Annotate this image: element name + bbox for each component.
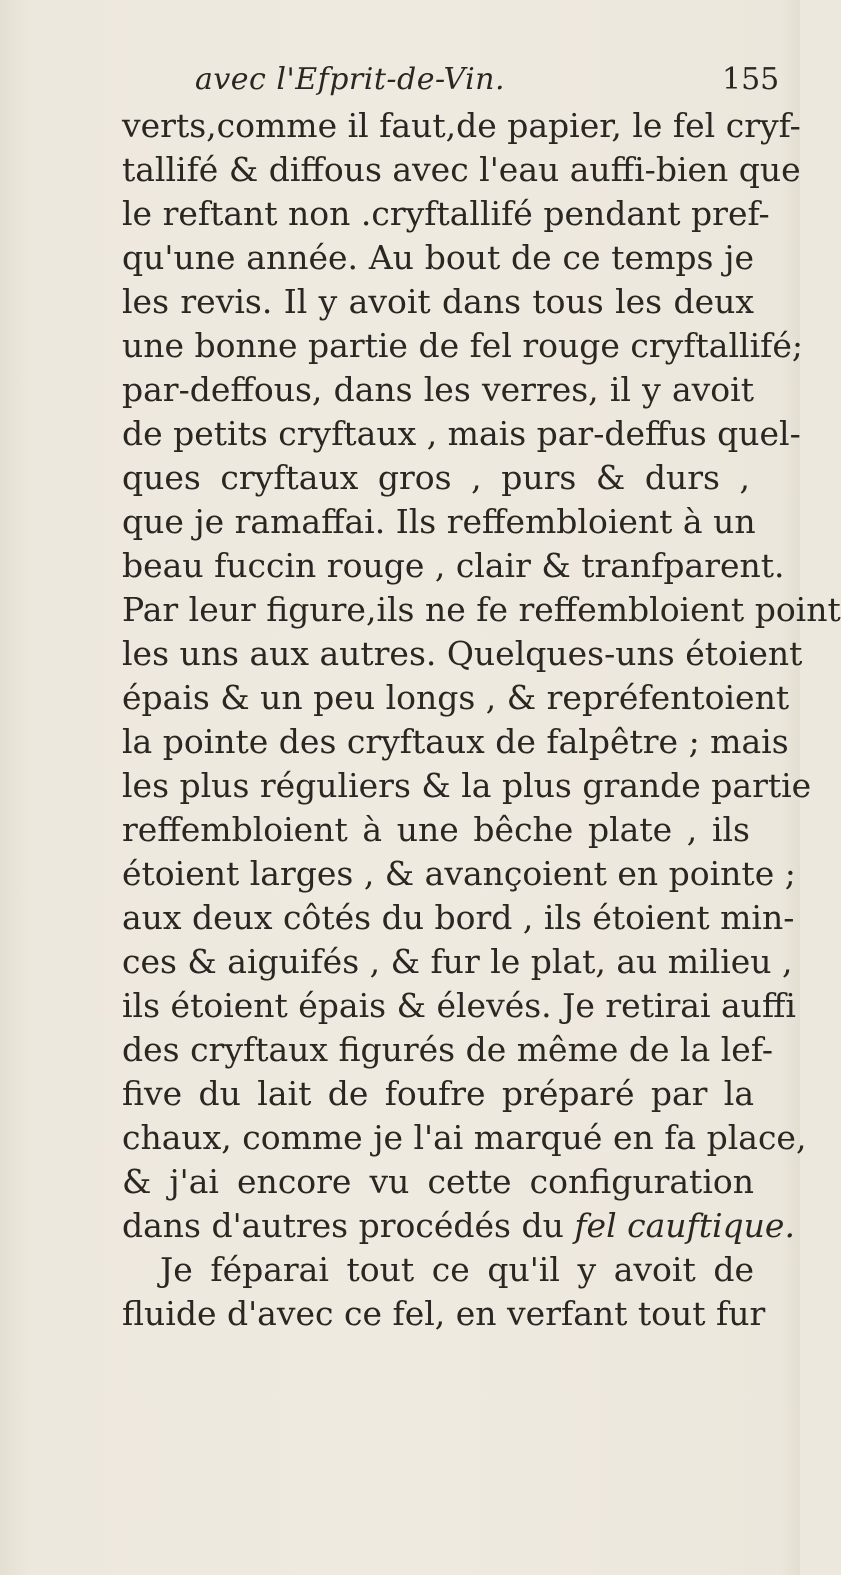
text-line: Par leur figure,ils ne fe reffembloient point — [122, 590, 841, 629]
text-line: de petits cryftaux , mais par-deffus quel- — [122, 414, 801, 453]
text-line: les uns aux autres. Quelques-uns étoient — [122, 634, 803, 673]
italic-phrase: fel cauftique. — [574, 1206, 795, 1245]
running-title: avec l'Efprit-de-Vin. — [194, 62, 506, 97]
text-line-with-italic — [122, 1204, 795, 1248]
text-line: ils étoient épais & élevés. Je retirai auffi — [122, 986, 796, 1025]
text-line: Je féparai tout ce qu'il y avoit de — [160, 1250, 754, 1289]
text-line: les revis. Il y avoit dans tous les deux — [122, 282, 754, 321]
text-line: tallifé & diffous avec l'eau auffi-bien que — [122, 150, 801, 189]
text-line: les plus réguliers & la plus grande partie — [122, 766, 812, 805]
text-line: le reftant non .cryftallifé pendant pref- — [122, 194, 770, 233]
text-line: épais & un peu longs , & repréfentoient — [122, 678, 790, 717]
text-line: des cryftaux figurés de même de la lef- — [122, 1030, 774, 1069]
text-line: une bonne partie de fel rouge cryftallifé; — [122, 326, 803, 365]
text-line: ces & aiguifés , & fur le plat, au milieu , — [122, 942, 793, 981]
text-line: verts,comme il faut,de papier, le fel cryf- — [122, 106, 801, 145]
text-line: étoient larges , & avançoient en pointe ; — [122, 854, 796, 893]
text-line: que je ramaffai. Ils reffembloient à un — [122, 502, 756, 541]
text-line: five du lait de foufre préparé par la — [122, 1074, 754, 1113]
text-line: aux deux côtés du bord , ils étoient min- — [122, 898, 795, 937]
page-header — [0, 62, 800, 102]
text-line: dans d'autres procédés du — [122, 1206, 564, 1245]
text-line: beau fuccin rouge , clair & tranfparent. — [122, 546, 785, 585]
text-line: la pointe des cryftaux de falpêtre ; mais — [122, 722, 789, 761]
text-line: reffembloient à une bêche plate , ils — [122, 810, 750, 849]
text-line: fluide d'avec ce fel, en verfant tout fur — [122, 1294, 766, 1333]
page-number: 155 — [722, 62, 780, 97]
text-line: par-deffous, dans les verres, il y avoit — [122, 370, 754, 409]
text-line: qu'une année. Au bout de ce temps je — [122, 238, 754, 277]
text-line: & j'ai encore vu cette configuration — [122, 1162, 754, 1201]
text-line: ques cryftaux gros , purs & durs , — [122, 458, 750, 497]
text-line: chaux, comme je l'ai marqué en fa place, — [122, 1118, 807, 1157]
